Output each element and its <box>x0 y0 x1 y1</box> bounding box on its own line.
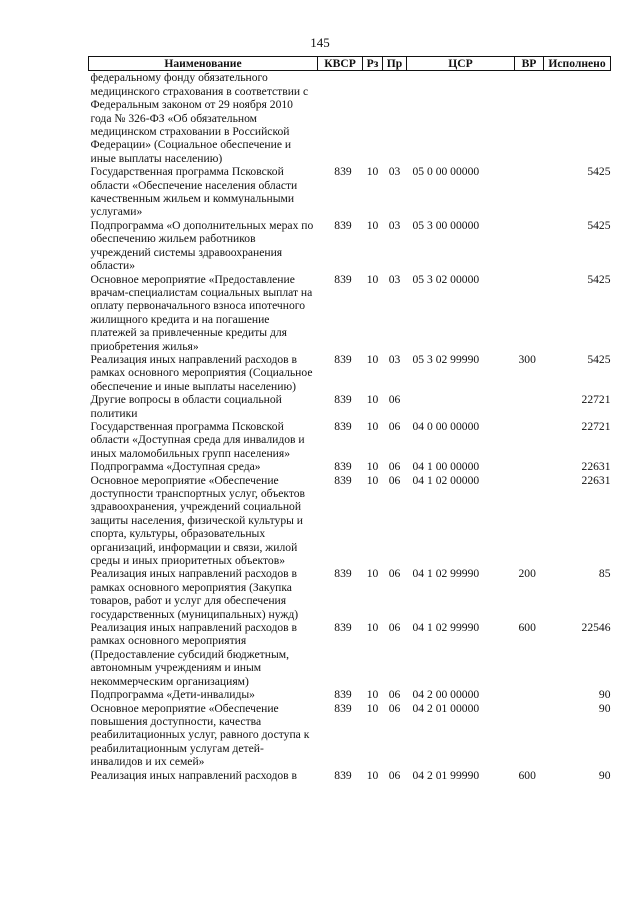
row-pr: 06 <box>388 460 401 474</box>
row-rz: 10 <box>366 768 379 782</box>
row-rz: 10 <box>366 460 379 474</box>
table-row <box>89 353 611 393</box>
row-pr: 06 <box>388 393 401 407</box>
table-header <box>89 57 611 71</box>
row-kvsr: 839 <box>334 165 352 179</box>
row-name: Государственная программа Псковской области «Доступная среда для инвалидов и иных маломобильных групп населения» <box>90 419 305 460</box>
row-pr: 06 <box>388 768 401 782</box>
row-pr: 03 <box>388 165 401 179</box>
row-name: Основное мероприятие «Предоставление врачам-специалистам социальных выплат на оплату первоначального взноса ипотечного жилищного кредита и на погашение платежей за привлеченные кредиты для приобретения жилья» <box>90 272 313 353</box>
row-name: Другие вопросы в области социальной политики <box>90 393 282 420</box>
table-row <box>89 621 611 688</box>
table-row <box>89 71 611 165</box>
row-pr: 06 <box>388 688 401 702</box>
row-name: Реализация иных направлений расходов в <box>90 768 297 782</box>
row-csr: 05 3 02 00000 <box>412 272 480 286</box>
row-vr: 300 <box>518 352 536 366</box>
header-kvsr: КВСР <box>318 57 363 71</box>
row-csr: 05 0 00 00000 <box>412 165 480 179</box>
row-rz: 10 <box>366 165 379 179</box>
table-row <box>89 420 611 460</box>
row-rz: 10 <box>366 419 379 433</box>
row-pr: 03 <box>388 352 401 366</box>
row-rz: 10 <box>366 473 379 487</box>
header-rz: Рз <box>363 57 383 71</box>
table-body <box>89 71 611 782</box>
header-csr: ЦСР <box>407 57 515 71</box>
row-executed: 90 <box>598 688 611 702</box>
header-vr: ВР <box>515 57 544 71</box>
row-csr <box>407 71 515 165</box>
row-pr: 06 <box>388 701 401 715</box>
row-pr <box>383 71 407 165</box>
row-name: Подпрограмма «О дополнительных мерах по обеспечению жильем работников учреждений системы здравоохранения области» <box>90 218 314 273</box>
row-executed: 22721 <box>581 419 611 433</box>
row-name: Основное мероприятие «Обеспечение доступности транспортных услуг, объектов здравоохранения, учреждений социальной защиты населения, физической культуры и спорта, культуры, образовательных организаций, информации и связи, жилой среды и иных приоритетных объектов» <box>90 473 306 568</box>
row-name: Реализация иных направлений расходов в рамках основного мероприятия (Закупка товаров, работ и услуг для обеспечения государственных (муниципальных) нужд) <box>90 567 299 621</box>
header-executed: Исполнено <box>544 57 611 71</box>
row-kvsr <box>318 71 363 165</box>
row-vr: 600 <box>518 768 536 782</box>
row-csr: 04 1 02 00000 <box>412 473 480 487</box>
page-number: 145 <box>310 35 330 50</box>
row-rz <box>363 71 383 165</box>
row-kvsr: 839 <box>334 473 352 487</box>
row-csr: 05 3 02 99990 <box>412 352 480 366</box>
row-rz: 10 <box>366 621 379 635</box>
row-name: Государственная программа Псковской области «Обеспечение населения области качественным жильем и коммунальными услугами» <box>90 165 298 219</box>
row-kvsr: 839 <box>334 460 352 474</box>
row-pr: 06 <box>388 473 401 487</box>
row-kvsr: 839 <box>334 352 352 366</box>
row-name: Реализация иных направлений расходов в рамках основного мероприятия (Социальное обеспечение и иные выплаты населению) <box>90 352 313 393</box>
row-vr <box>515 702 544 769</box>
table-row <box>89 688 611 701</box>
row-name: Подпрограмма «Дети-инвалиды» <box>90 688 255 702</box>
row-vr <box>515 420 544 460</box>
row-csr: 05 3 00 00000 <box>412 218 480 232</box>
row-pr: 03 <box>388 272 401 286</box>
row-vr <box>515 474 544 568</box>
header-pr: Пр <box>383 57 407 71</box>
row-rz: 10 <box>366 272 379 286</box>
row-vr <box>515 460 544 473</box>
row-executed: 22631 <box>581 473 611 487</box>
table-row <box>89 393 611 420</box>
row-vr: 600 <box>518 621 536 635</box>
row-kvsr: 839 <box>334 272 352 286</box>
row-kvsr: 839 <box>334 419 352 433</box>
row-vr <box>515 165 544 219</box>
row-name: Подпрограмма «Доступная среда» <box>90 460 261 474</box>
table-row <box>89 165 611 219</box>
row-kvsr: 839 <box>334 393 352 407</box>
row-kvsr: 839 <box>334 768 352 782</box>
row-pr: 03 <box>388 218 401 232</box>
row-executed: 22721 <box>581 393 611 407</box>
row-rz: 10 <box>366 567 379 581</box>
row-executed: 90 <box>598 768 611 782</box>
row-rz: 10 <box>366 218 379 232</box>
row-vr <box>515 219 544 273</box>
row-executed: 85 <box>598 567 611 581</box>
row-csr: 04 2 00 00000 <box>412 688 480 702</box>
table-row <box>89 474 611 568</box>
row-kvsr: 839 <box>334 621 352 635</box>
row-csr: 04 0 00 00000 <box>412 419 480 433</box>
row-csr: 04 1 02 99990 <box>412 567 480 581</box>
row-name: федеральному фонду обязательного медицинского страхования в соответствии с Федеральным законом от 29 ноября 2010 года № 326-ФЗ «Об обязательном медицинском страховании в Российской Федерации» (Социальное обеспечение и иные выплаты населению) <box>90 71 309 165</box>
row-kvsr: 839 <box>334 701 352 715</box>
row-executed: 5425 <box>587 165 611 179</box>
row-kvsr: 839 <box>334 567 352 581</box>
table-row <box>89 273 611 353</box>
row-rz: 10 <box>366 352 379 366</box>
row-csr: 04 2 01 00000 <box>412 701 480 715</box>
table-row <box>89 702 611 769</box>
row-pr: 06 <box>388 621 401 635</box>
row-vr <box>515 688 544 701</box>
table-row <box>89 219 611 273</box>
table-row <box>89 567 611 621</box>
row-csr <box>407 393 515 420</box>
row-executed: 5425 <box>587 272 611 286</box>
row-pr: 06 <box>388 419 401 433</box>
table-row <box>89 460 611 473</box>
row-kvsr: 839 <box>334 218 352 232</box>
row-executed: 22546 <box>581 621 611 635</box>
row-executed: 5425 <box>587 218 611 232</box>
row-csr: 04 1 02 99990 <box>412 621 480 635</box>
row-vr <box>515 393 544 420</box>
row-pr: 06 <box>388 567 401 581</box>
row-executed: 5425 <box>587 352 611 366</box>
row-executed <box>544 71 611 165</box>
row-rz: 10 <box>366 393 379 407</box>
row-executed: 22631 <box>581 460 611 474</box>
budget-table <box>88 56 611 782</box>
row-executed: 90 <box>598 701 611 715</box>
row-vr: 200 <box>518 567 536 581</box>
row-name: Реализация иных направлений расходов в рамках основного мероприятия (Предоставление субсидий бюджетным, автономным учреждениям и иным некоммерческим организациям) <box>90 621 297 688</box>
row-kvsr: 839 <box>334 688 352 702</box>
table-row <box>89 769 611 782</box>
row-rz: 10 <box>366 688 379 702</box>
row-name: Основное мероприятие «Обеспечение повышения доступности, качества реабилитационных услуг, равного доступа к реабилитационным услугам детей-инвалидов и их семей» <box>90 701 310 769</box>
row-vr <box>515 71 544 165</box>
header-name: Наименование <box>89 57 318 71</box>
row-csr: 04 1 00 00000 <box>412 460 480 474</box>
row-csr: 04 2 01 99990 <box>412 768 480 782</box>
row-vr <box>515 273 544 353</box>
row-rz: 10 <box>366 701 379 715</box>
